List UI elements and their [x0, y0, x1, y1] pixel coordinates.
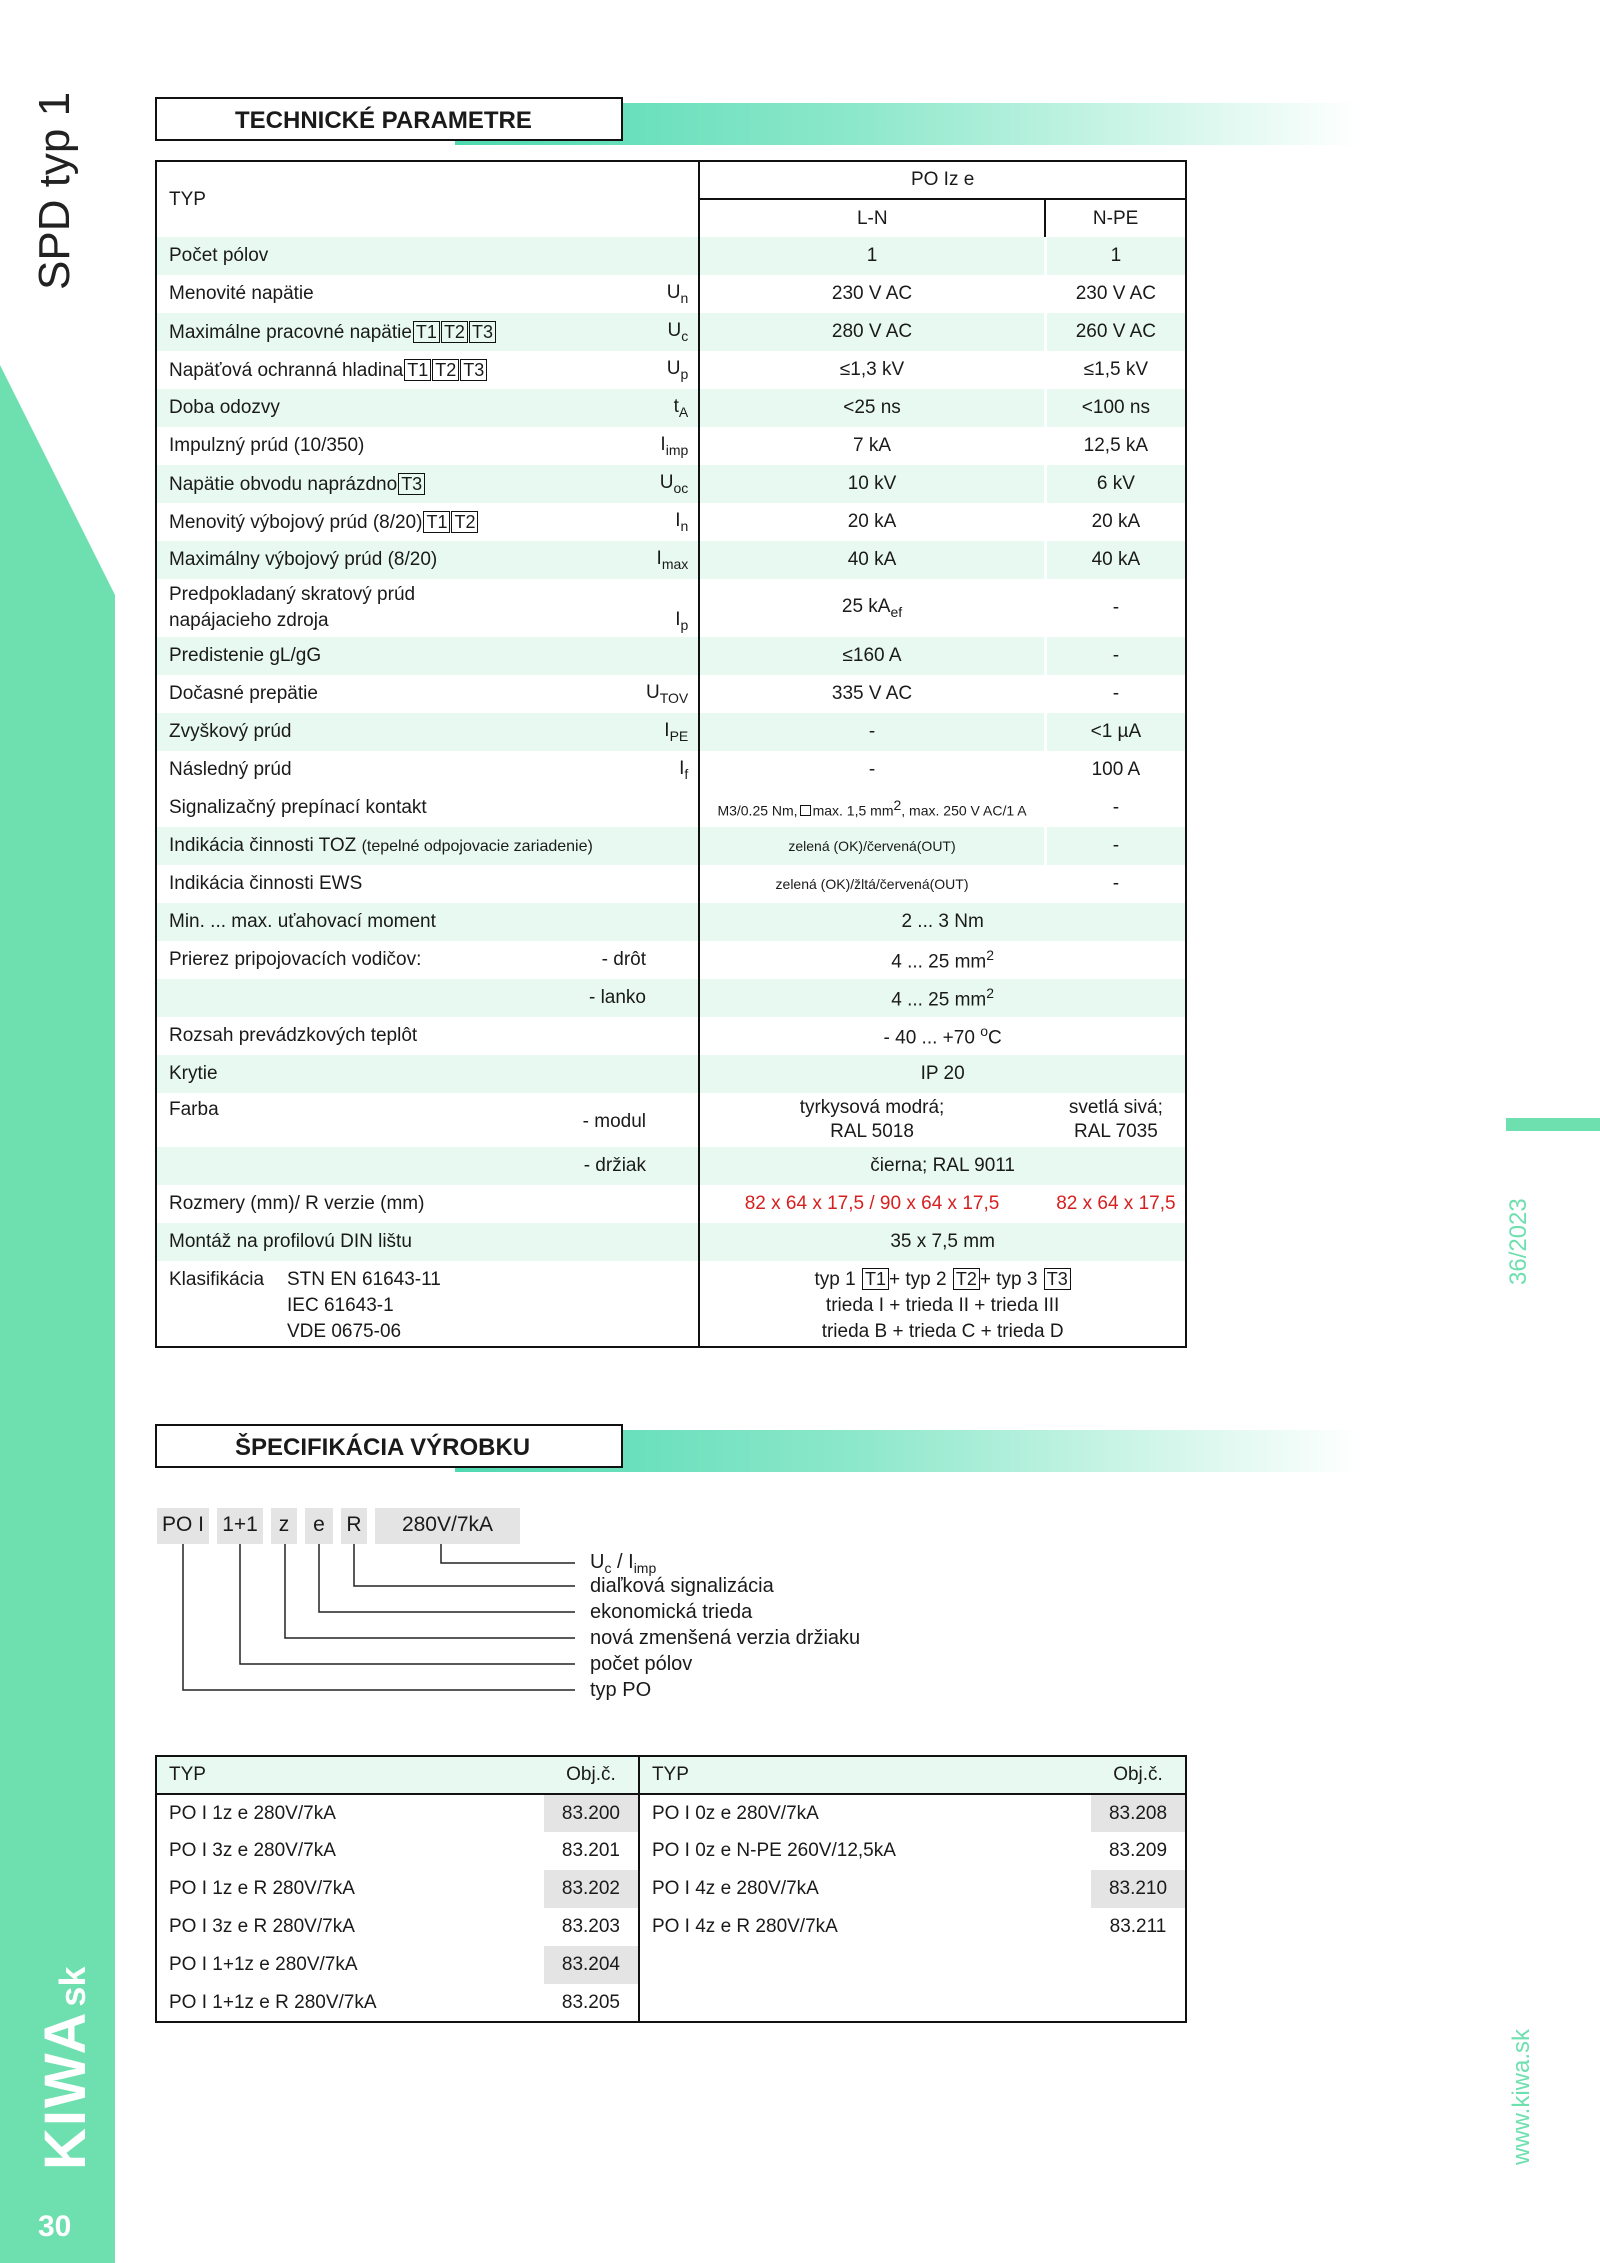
- order-number: 83.200: [544, 1794, 639, 1832]
- param-symbol: $U_p$: [646, 351, 699, 389]
- param-value-npe: -: [1045, 865, 1186, 903]
- param-value-ln: 25 $kA_{ef}$: [699, 579, 1045, 637]
- order-number: [1091, 1984, 1186, 2022]
- order-number: 83.202: [544, 1870, 639, 1908]
- product-name: PO Iz e: [699, 161, 1186, 199]
- param-symbol: $I_{PE}$: [646, 713, 699, 751]
- order-row: [156, 1908, 1186, 1946]
- section-header-specification: [155, 1424, 1360, 1472]
- param-symbol: [646, 637, 699, 675]
- param-row: [156, 427, 1186, 465]
- param-name: Následný prúd: [156, 751, 646, 789]
- param-value-ln: ≤1,3 kV: [699, 351, 1045, 389]
- website-link[interactable]: www.kiwa.sk: [1508, 2028, 1535, 2165]
- label-new-holder: nová zmenšená verzia držiaku: [590, 1627, 861, 1649]
- param-symbol: $I_{max}$: [646, 541, 699, 579]
- param-row: [156, 751, 1186, 789]
- param-name: Dočasné prepätie: [156, 675, 646, 713]
- param-name: Farba - modul: [156, 1093, 646, 1147]
- code-e: e: [305, 1508, 333, 1544]
- param-value-npe: 100 A: [1045, 751, 1186, 789]
- sidebar-shape: [0, 0, 115, 2263]
- param-value-ln: 7 kA: [699, 427, 1045, 465]
- param-symbol: $U_n$: [646, 275, 699, 313]
- param-value: - 40 ... +70 $^o$C: [699, 1017, 1186, 1055]
- param-value-ln: ≤160 A: [699, 637, 1045, 675]
- param-value-npe: -: [1045, 637, 1186, 675]
- param-name: Indikácia činnosti EWS: [156, 865, 646, 903]
- param-value-ln: 1: [699, 237, 1045, 275]
- order-row: [156, 1794, 1186, 1832]
- param-name: Krytie: [156, 1055, 646, 1093]
- param-row: [156, 351, 1186, 389]
- param-row: [156, 579, 1186, 637]
- sidebar-title: SPD typ 1: [30, 91, 79, 290]
- param-symbol: $I_f$: [646, 751, 699, 789]
- param-name: Doba odozvy: [156, 389, 646, 427]
- param-symbol: $U_c$: [646, 313, 699, 351]
- code-poles: 1+1: [217, 1508, 263, 1544]
- param-symbol: $U_{TOV}$: [646, 675, 699, 713]
- param-name: Rozmery (mm)/ R verzie (mm): [156, 1185, 646, 1223]
- param-value: 35 x 7,5 mm: [699, 1223, 1186, 1261]
- order-row: [156, 1946, 1186, 1984]
- order-number: 83.205: [561, 1991, 621, 2013]
- section-header-technical: [155, 97, 1360, 145]
- param-value-npe: 40 kA: [1045, 541, 1186, 579]
- header-typ: TYP: [639, 1756, 1091, 1794]
- issue-date: 36/2023: [1505, 1198, 1532, 1285]
- param-value: 4 ... 25 $mm^2$: [699, 979, 1186, 1017]
- order-type: PO I 1+1z e R 280V/7kA: [169, 1991, 377, 2013]
- param-value-ln: 82 x 64 x 17,5 / 90 x 64 x 17,5: [699, 1185, 1045, 1223]
- label-uc-imp: $U_c / I_{imp}$: [590, 1551, 657, 1576]
- param-row: [156, 313, 1186, 351]
- param-value-ln: 40 kA: [699, 541, 1045, 579]
- param-symbol: $I_n$: [646, 503, 699, 541]
- param-name: Zvyškový prúd: [156, 713, 646, 751]
- param-value-ln: <25 ns: [699, 389, 1045, 427]
- order-number: [1091, 1946, 1186, 1984]
- order-type: PO I 0z e N-PE 260V/12,5kA: [639, 1832, 1091, 1870]
- order-table: [155, 1755, 1187, 2023]
- technical-parameters-table: [155, 160, 1187, 1348]
- order-type: PO I 4z e R 280V/7kA: [639, 1908, 1091, 1946]
- header-obj: Obj.č.: [1091, 1756, 1186, 1794]
- order-type: PO I 0z e 280V/7kA: [639, 1794, 1091, 1832]
- param-name: Maximálny výbojový prúd (8/20): [156, 541, 646, 579]
- param-value-npe: 1: [1045, 237, 1186, 275]
- param-name: Rozsah prevádzkových teplôt: [156, 1017, 646, 1055]
- param-value-ln: 335 V AC: [699, 675, 1045, 713]
- param-value-npe: 20 kA: [1045, 503, 1186, 541]
- param-value-ln: -: [699, 751, 1045, 789]
- param-row: [156, 541, 1186, 579]
- order-type: [639, 1984, 1091, 2022]
- param-name: Prierez pripojovacích vodičov: - drôt: [156, 941, 646, 979]
- param-value: čierna; RAL 9011: [699, 1147, 1186, 1185]
- param-value-npe: -: [1045, 789, 1186, 827]
- param-name: Signalizačný prepínací kontakt: [156, 789, 646, 827]
- param-value-npe: 6 kV: [1045, 465, 1186, 503]
- page-number: 30: [38, 2210, 72, 2243]
- param-value-ln: tyrkysová modrá; RAL 5018: [699, 1093, 1045, 1147]
- param-value-ln: 230 V AC: [699, 275, 1045, 313]
- param-name: Menovitý výbojový prúd (8/20) T1 T2: [156, 503, 646, 541]
- order-type: PO I 1z e 280V/7kA: [169, 1802, 336, 1824]
- param-row: [156, 389, 1186, 427]
- classification-value: typ 1 T1 + typ 2 T2 + typ 3 T3 trieda I + trieda II + trieda III trieda B + trieda C + trieda D: [699, 1261, 1186, 1347]
- param-name: Indikácia činnosti TOZ (tepelné odpojovacie zariadenie): [156, 827, 646, 865]
- param-row: [156, 275, 1186, 313]
- param-name: Predpokladaný skratový prúd napájacieho zdroja: [156, 579, 646, 637]
- order-number: 83.201: [561, 1840, 621, 1861]
- label-economic-class: ekonomická trieda: [590, 1601, 753, 1623]
- param-row: [156, 237, 1186, 275]
- kiwa-logo: KIWAsk: [33, 1966, 98, 2170]
- label-remote-signal: diaľková signalizácia: [590, 1575, 774, 1597]
- order-number: 83.204: [544, 1946, 639, 1984]
- order-type: [639, 1946, 1091, 1984]
- param-row: [156, 503, 1186, 541]
- order-row: [156, 1832, 1186, 1870]
- param-value-npe: -: [1045, 579, 1186, 637]
- param-name: Montáž na profilovú DIN lištu: [156, 1223, 646, 1261]
- product-code-diagram: [155, 1508, 1055, 1768]
- param-value: 4 ... 25 $mm^2$: [699, 941, 1186, 979]
- order-type: PO I 3z e 280V/7kA: [169, 1840, 336, 1861]
- order-type: PO I 4z e 280V/7kA: [639, 1870, 1091, 1908]
- param-name: Maximálne pracovné napätie T1 T2 T3: [156, 313, 646, 351]
- param-value-ln: 280 V AC: [699, 313, 1045, 351]
- param-name: Min. ... max. uťahovací moment: [156, 903, 646, 941]
- param-row: [156, 465, 1186, 503]
- header-typ: TYP: [156, 1756, 544, 1794]
- right-accent-bar: [1506, 1118, 1600, 1131]
- param-value-npe: 82 x 64 x 17,5: [1045, 1185, 1186, 1223]
- param-value-npe: <1 µA: [1045, 713, 1186, 751]
- section-title: ŠPECIFIKÁCIA VÝROBKU: [155, 1424, 623, 1468]
- order-type: PO I 3z e R 280V/7kA: [169, 1916, 355, 1937]
- param-row: [156, 675, 1186, 713]
- param-symbol: $t_A$: [646, 389, 699, 427]
- order-number: 83.209: [1108, 1840, 1168, 1861]
- left-sidebar: [0, 0, 115, 2263]
- col-ln: L-N: [699, 199, 1045, 237]
- order-number: 83.203: [561, 1916, 621, 1937]
- classification-name: Klasifikácia STN EN 61643-11 IEC 61643-1 VDE 0675-06: [156, 1261, 646, 1347]
- param-name: Napätie obvodu naprázdno T3: [156, 465, 646, 503]
- param-value-ln: 10 kV: [699, 465, 1045, 503]
- param-value-ln: zelená (OK)/červená(OUT): [699, 827, 1045, 865]
- param-value-npe: 12,5 kA: [1045, 427, 1186, 465]
- param-value-ln: 20 kA: [699, 503, 1045, 541]
- order-row: [156, 1870, 1186, 1908]
- param-value-npe: ≤1,5 kV: [1045, 351, 1186, 389]
- order-row: [156, 1984, 1186, 2022]
- label-type-po: typ PO: [590, 1679, 652, 1701]
- order-number: 83.208: [1091, 1794, 1186, 1832]
- param-name: Predistenie gL/gG: [156, 637, 646, 675]
- order-number: 83.211: [1109, 1916, 1167, 1937]
- param-name: - držiak: [156, 1147, 646, 1185]
- section-title: TECHNICKÉ PARAMETRE: [155, 97, 623, 141]
- order-type: PO I 1z e R 280V/7kA: [169, 1878, 355, 1899]
- param-name: Počet pólov: [156, 237, 646, 275]
- param-value: 2 ... 3 Nm: [699, 903, 1186, 941]
- code-r: R: [341, 1508, 367, 1544]
- param-value-npe: 260 V AC: [1045, 313, 1186, 351]
- param-name: Napäťová ochranná hladina T1 T2 T3: [156, 351, 646, 389]
- param-value-npe: -: [1045, 675, 1186, 713]
- param-value-ln: zelená (OK)/žltá/červená(OUT): [699, 865, 1045, 903]
- col-npe: N-PE: [1045, 199, 1186, 237]
- param-value: IP 20: [699, 1055, 1186, 1093]
- label-pole-count: počet pólov: [590, 1653, 693, 1675]
- param-value-npe: -: [1045, 827, 1186, 865]
- param-row: [156, 713, 1186, 751]
- param-symbol: $I_p$: [646, 579, 699, 637]
- param-symbol: $I_{imp}$: [646, 427, 699, 465]
- param-name: Menovité napätie: [156, 275, 646, 313]
- code-type: PO I: [157, 1508, 209, 1544]
- code-z: z: [271, 1508, 297, 1544]
- param-value-npe: 230 V AC: [1045, 275, 1186, 313]
- param-name: - lanko: [156, 979, 646, 1017]
- code-voltage: 280V/7kA: [375, 1508, 520, 1544]
- header-obj: Obj.č.: [544, 1756, 639, 1794]
- param-name: Impulzný prúd (10/350): [156, 427, 646, 465]
- param-value-npe: <100 ns: [1045, 389, 1186, 427]
- param-symbol: $U_{oc}$: [646, 465, 699, 503]
- param-value-ln: M3/0.25 Nm, max. 1,5 $mm^2$, max. 250 V AC/1 A: [699, 789, 1045, 827]
- order-number: 83.210: [1091, 1870, 1186, 1908]
- param-value-npe: svetlá sivá; RAL 7035: [1045, 1093, 1186, 1147]
- typ-label: TYP: [156, 161, 646, 237]
- param-value-ln: -: [699, 713, 1045, 751]
- order-type: PO I 1+1z e 280V/7kA: [169, 1954, 358, 1975]
- param-symbol: [646, 237, 699, 275]
- param-row: [156, 637, 1186, 675]
